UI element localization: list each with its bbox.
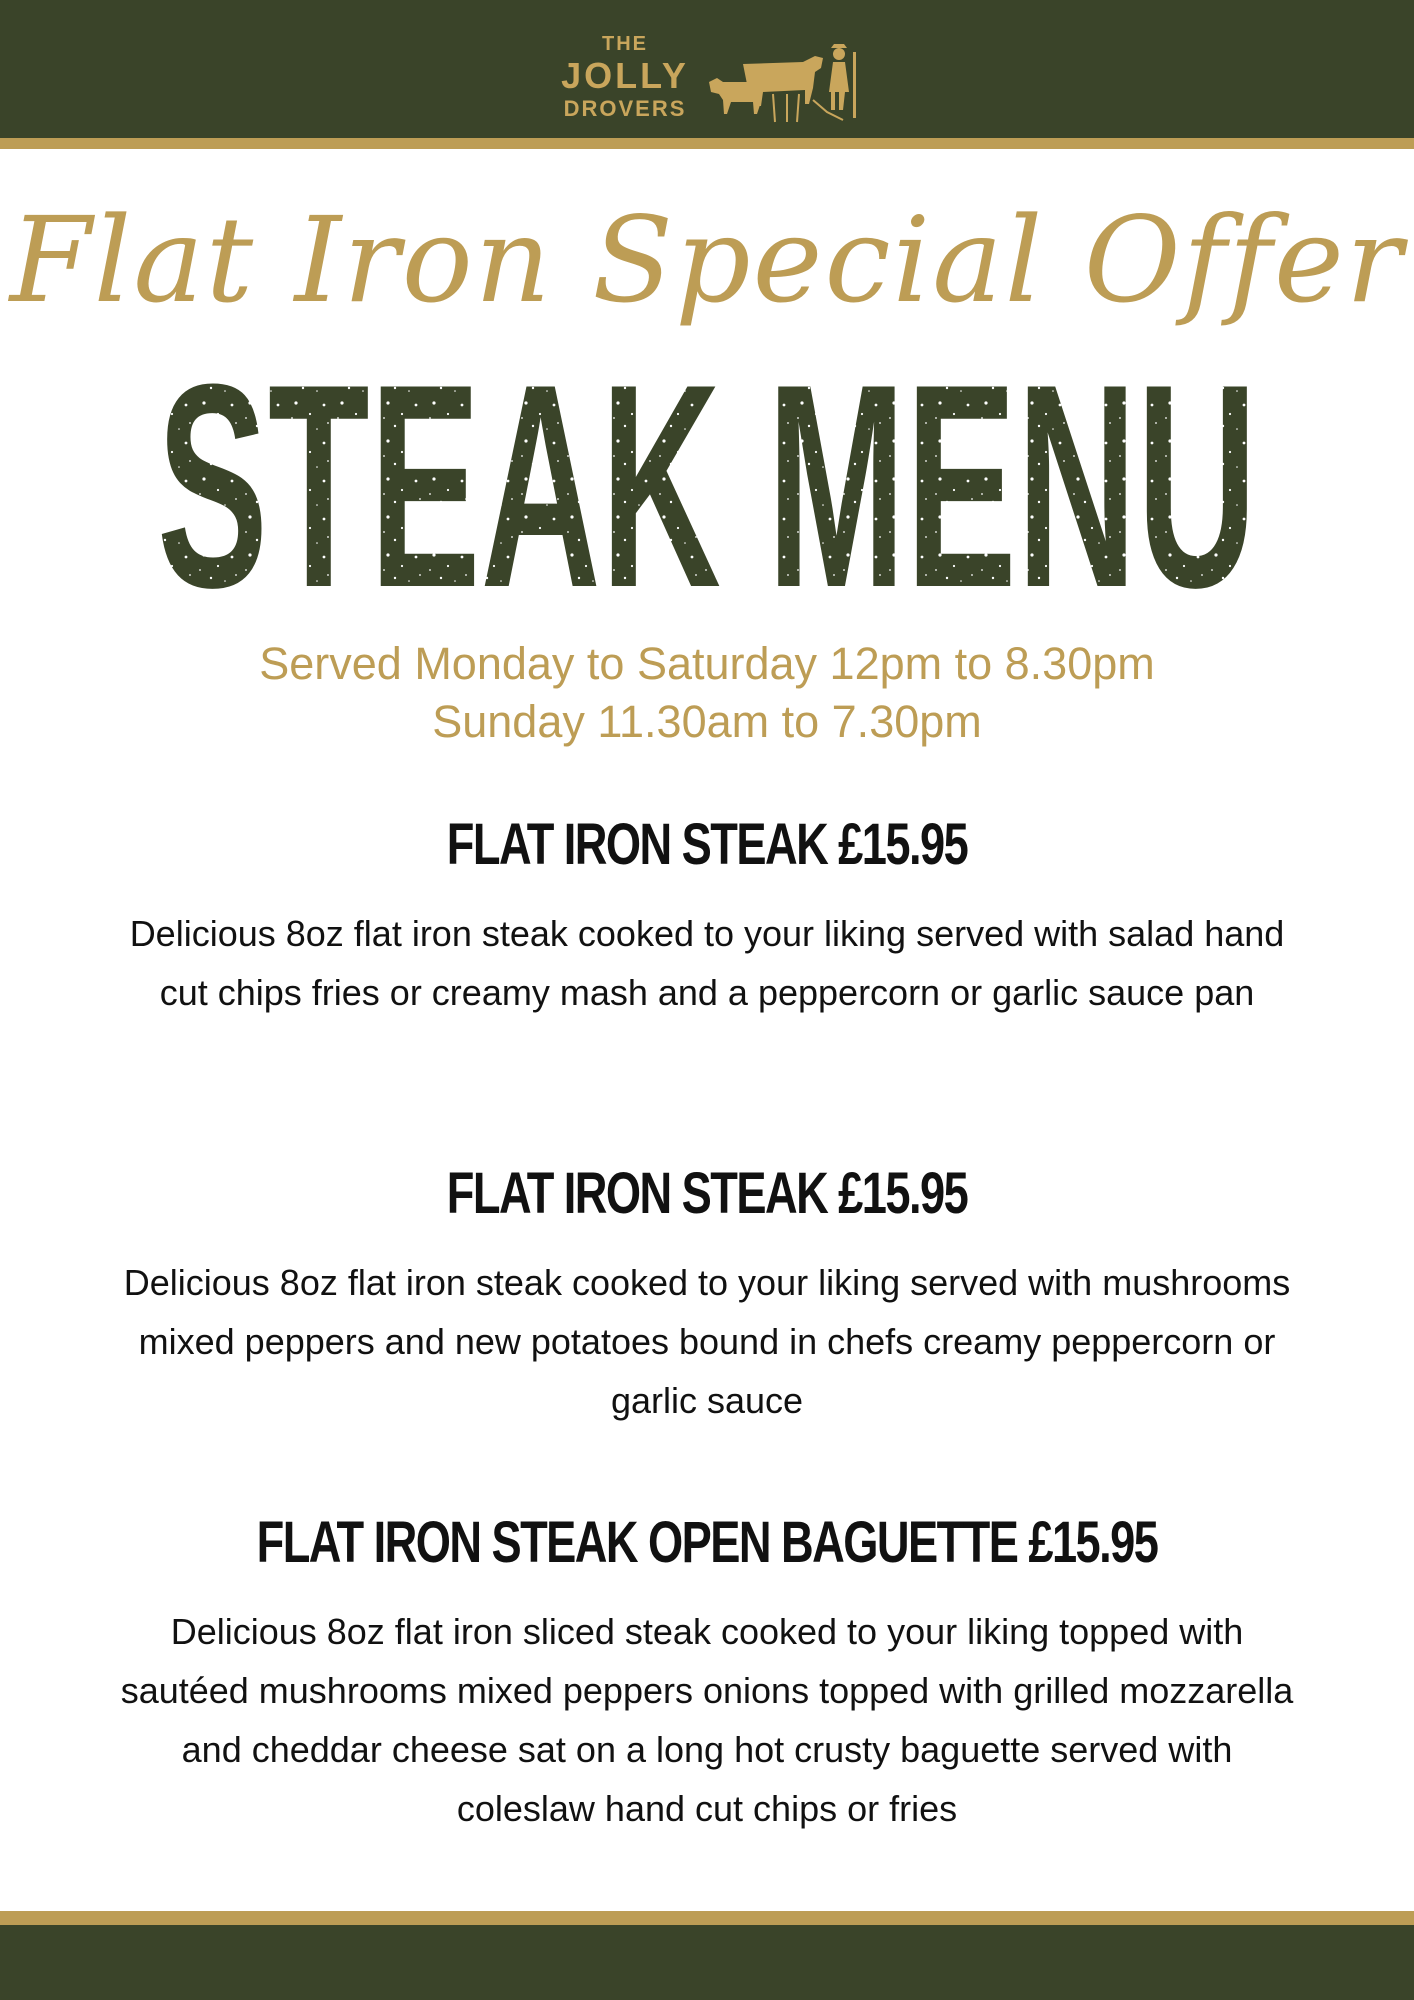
menu-item-description: Delicious 8oz flat iron steak cooked to your liking served with mushrooms mixed peppers and new potatoes bound in chefs creamy peppercorn or garlic sauce <box>123 1262 1291 1421</box>
logo-the: THE <box>602 33 648 55</box>
menu-item-title: FLAT IRON STEAK OPEN BAGUETTE £15.95 <box>256 1510 1158 1575</box>
footer-gold-rule <box>0 1911 1414 1925</box>
header-gold-rule <box>0 138 1414 149</box>
menu-item-title: FLAT IRON STEAK £15.95 <box>446 1161 968 1226</box>
hours-sunday: Sunday 11.30am to 7.30pm <box>432 696 982 747</box>
cattle-drover-icon <box>703 42 873 124</box>
hours-weekdays: Served Monday to Saturday 12pm to 8.30pm <box>259 638 1155 689</box>
script-title: Flat Iron Special Offer <box>9 191 1405 329</box>
jolly-drovers-logo <box>555 28 875 124</box>
steak-menu-text: STEAK MENU <box>157 358 1257 598</box>
menu-item-description: Delicious 8oz flat iron sliced steak cooked to your liking topped with sautéed mushrooms mixed peppers onions topped with grilled mozzarella and cheddar cheese sat on a long hot crusty baguette served with coleslaw hand cut chips or fries <box>120 1611 1294 1829</box>
logo-drovers: DROVERS <box>563 96 687 121</box>
logo-jolly: JOLLY <box>561 55 689 96</box>
menu-item-description: Delicious 8oz flat iron steak cooked to your liking served with salad hand cut chips fries or creamy mash and a peppercorn or garlic sauce pan <box>129 913 1285 1013</box>
menu-item-title: FLAT IRON STEAK £15.95 <box>446 812 968 877</box>
steak-menu-title <box>150 358 1264 598</box>
footer-band <box>0 1925 1414 2000</box>
